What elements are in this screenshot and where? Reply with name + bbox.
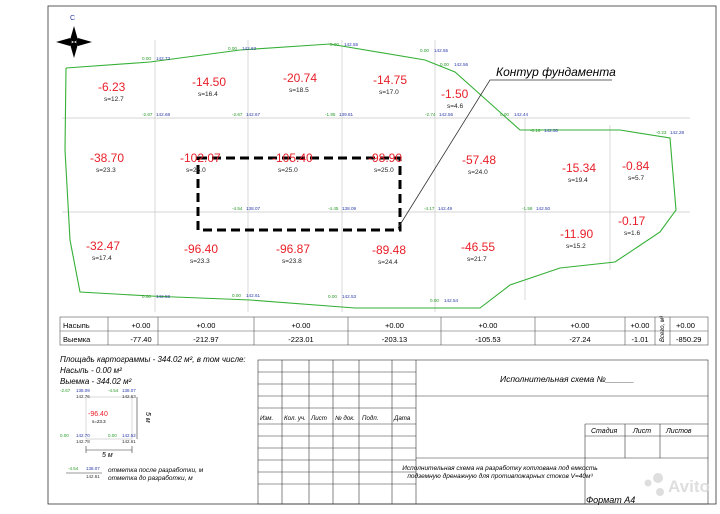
legend-tr-existing: 142.63 — [122, 394, 136, 399]
cell-legend — [60, 388, 204, 482]
summary-line-3: Выемка - 344.02 м² — [60, 377, 132, 386]
node-work-level: -2.67 — [232, 112, 243, 117]
node-work-level: -4.45 — [328, 206, 339, 211]
legend-bl-design: 142.70 — [76, 433, 90, 438]
table-total-fill: +0.00 — [676, 321, 695, 330]
cell-area: s=24.0 — [468, 169, 488, 176]
legend-sample-work: -4.54 — [68, 466, 79, 471]
cell-area: s=21.7 — [467, 256, 487, 263]
node-design-level: 142.68 — [156, 112, 171, 117]
cell-volume: -98.90 — [368, 151, 403, 165]
cell-volume: -0.84 — [622, 159, 650, 173]
node-design-level: 142.50 — [536, 206, 551, 211]
node-design-level: 142.56 — [454, 62, 469, 67]
cell-area: s=1.6 — [624, 230, 641, 237]
cell-volume: -96.87 — [276, 242, 311, 256]
table-cut-value: -223.01 — [288, 335, 314, 344]
stamp-col-header: № док. — [335, 415, 355, 422]
legend-tl-existing: 142.76 — [76, 394, 90, 399]
cell-volume: -57.48 — [462, 153, 497, 167]
node-work-level: -2.74 — [425, 112, 436, 117]
cartogram-boundary — [65, 44, 676, 308]
node-work-level: 0.00 — [328, 294, 337, 299]
cell-area: s=16.4 — [198, 91, 218, 98]
stamp-description: Исполнительная схема на разработку котлована под емкость подземную дренажную для противпожарных стоков V=40м³ — [402, 465, 598, 480]
node-design-level: 142.28 — [670, 130, 685, 135]
table-fill-value: +0.00 — [131, 321, 151, 330]
volumes-table — [60, 315, 708, 345]
legend-sample-existing: 142.61 — [86, 474, 100, 479]
node-design-level: 142.55 — [434, 48, 449, 53]
cell-area: s=25.0 — [278, 167, 298, 174]
table-cut-value: -27.24 — [569, 335, 591, 344]
cell-area: s=17.4 — [92, 255, 112, 262]
legend-bl-work: 0.00 — [60, 433, 69, 438]
node-work-level: 0.00 — [430, 298, 439, 303]
node-work-level: -4.17 — [424, 206, 435, 211]
node-work-level: 0.00 — [142, 294, 151, 299]
stamp-title: Исполнительная схема №______ — [500, 374, 635, 384]
area-summary — [60, 355, 246, 386]
cell-volume: -15.34 — [562, 161, 597, 175]
legend-br-design: 142.52 — [122, 433, 136, 438]
stamp-col-header: Дата — [394, 415, 411, 422]
node-work-level: 0.00 — [228, 46, 237, 51]
cell-volume: -102.07 — [180, 151, 221, 165]
cell-volume: -32.47 — [86, 239, 121, 253]
node-design-level: 142.53 — [342, 294, 357, 299]
node-design-level: 142.61 — [246, 293, 261, 298]
table-cut-label: Выемка — [63, 335, 91, 344]
stamp-col-header: Подп. — [362, 415, 379, 422]
stamp-stage-header: Стадия — [591, 428, 618, 435]
cell-volume: -0.17 — [618, 214, 646, 228]
node-work-level: -1.95 — [325, 112, 336, 117]
table-cut-value: -203.13 — [381, 335, 408, 344]
table-fill-value: +0.00 — [385, 321, 404, 330]
node-work-level: 0.00 — [330, 42, 339, 47]
node-work-level: 0.00 — [440, 62, 449, 67]
cell-volume: -38.70 — [90, 151, 125, 165]
sheet-format: Формат А4 — [586, 495, 636, 505]
node-work-level: 0.00 — [420, 48, 429, 53]
node-design-level: 138.07 — [246, 206, 261, 211]
table-cut-value: -77.40 — [130, 335, 152, 344]
table-fill-value: +0.00 — [630, 321, 650, 330]
table-fill-label: Насыпь — [63, 321, 90, 330]
node-work-level: 0.00 — [500, 112, 509, 117]
legend-tr-design: 138.07 — [122, 388, 136, 393]
cell-volume: -1.50 — [441, 87, 469, 101]
cell-volume: -14.75 — [373, 73, 408, 87]
cell-area: s=25.0 — [186, 167, 206, 174]
cell-volume: -89.48 — [372, 243, 407, 257]
cell-volume: -14.50 — [192, 75, 227, 89]
node-design-level: 142.55 — [344, 42, 359, 47]
legend-cell-volume: -96.40 — [88, 411, 108, 418]
cell-area: s=23.8 — [282, 258, 302, 265]
cell-area: s=25.0 — [374, 167, 394, 174]
legend-desc-after: отметка после разработки, м — [108, 467, 204, 474]
table-fill-value: +0.00 — [291, 321, 311, 330]
summary-line-1: Площадь картограммы - 344.02 м², в том числе: — [60, 355, 246, 364]
foundation-contour — [198, 158, 400, 230]
legend-cell-area: s=23.3 — [92, 419, 106, 424]
legend-br-existing: 142.61 — [122, 439, 136, 444]
node-design-level: 142.73 — [156, 56, 171, 61]
cell-volume: -6.23 — [98, 80, 126, 94]
node-work-level: 0.00 — [142, 56, 151, 61]
legend-tl-work: -2.67 — [60, 388, 71, 393]
legend-bl-existing: 142.78 — [76, 439, 90, 444]
cell-volume: -11.90 — [560, 227, 594, 241]
cell-area: s=4.6 — [447, 103, 464, 110]
legend-tr-work: -4.54 — [108, 388, 119, 393]
node-design-level: 142.44 — [514, 112, 529, 117]
node-work-level: -4.54 — [232, 206, 243, 211]
north-label: С — [70, 15, 76, 22]
table-total-cut: -850.29 — [676, 335, 702, 344]
stamp-col-header: Лист — [311, 415, 327, 422]
node-design-level: 139.81 — [339, 112, 354, 117]
foundation-label: Контур фундамента — [496, 65, 616, 79]
node-work-level: 0.00 — [232, 293, 241, 298]
north-arrow-icon — [56, 26, 92, 58]
legend-sample-design: 138.07 — [86, 466, 100, 471]
node-design-level: 142.50 — [544, 128, 559, 133]
cell-area: s=23.3 — [190, 258, 210, 265]
node-design-level: 142.56 — [439, 112, 454, 117]
table-cut-value: -1.01 — [631, 335, 649, 344]
legend-br-work: 0.00 — [108, 433, 117, 438]
node-work-level: -0.23 — [656, 130, 667, 135]
legend-tl-design: 138.09 — [76, 388, 90, 393]
node-design-level: 142.67 — [246, 112, 261, 117]
node-design-level: 142.58 — [156, 294, 171, 299]
cell-volume: -20.74 — [283, 71, 318, 85]
stamp-stage-header: Лист — [633, 428, 652, 435]
legend-dim-horizontal: 5 м — [102, 452, 113, 459]
cell-area: s=12.7 — [104, 96, 124, 103]
cell-volume: -96.40 — [184, 242, 219, 256]
node-design-level: 142.63 — [242, 46, 257, 51]
avito-watermark — [645, 473, 710, 496]
stamp-col-header: Изм. — [260, 415, 274, 422]
stamp-stage-header: Листов — [666, 428, 692, 435]
table-fill-value: +0.00 — [196, 321, 216, 330]
cell-area: s=19.4 — [568, 177, 588, 184]
node-work-level: -1.58 — [522, 206, 533, 211]
cell-area: s=23.3 — [96, 167, 116, 174]
cell-area: s=24.4 — [378, 259, 398, 266]
table-cut-value: -212.97 — [193, 335, 219, 344]
table-total-label: Всего, м³ — [660, 315, 666, 342]
cell-volume: -105.40 — [272, 151, 313, 165]
legend-desc-before: отметка до разработки, м — [108, 475, 193, 482]
cell-volume: -46.55 — [461, 240, 496, 254]
cell-area: s=5.7 — [628, 175, 645, 182]
node-design-level: 142.49 — [438, 206, 453, 211]
summary-line-2: Насыпь - 0.00 м² — [60, 366, 122, 375]
node-work-level: -2.67 — [142, 112, 153, 117]
cell-area: s=18.5 — [289, 87, 309, 94]
svg-text:Avito: Avito — [668, 477, 710, 496]
table-cut-value: -105.53 — [475, 335, 501, 344]
node-design-level: 138.09 — [342, 206, 357, 211]
cell-area: s=17.0 — [379, 89, 399, 96]
table-fill-value: +0.00 — [570, 321, 590, 330]
node-work-level: -0.16 — [530, 128, 541, 133]
table-fill-value: +0.00 — [478, 321, 498, 330]
legend-dim-vertical: 5 м — [144, 412, 151, 423]
node-design-level: 142.54 — [444, 298, 459, 303]
stamp-col-header: Кол. уч. — [284, 415, 306, 422]
cell-area: s=15.2 — [566, 243, 586, 250]
